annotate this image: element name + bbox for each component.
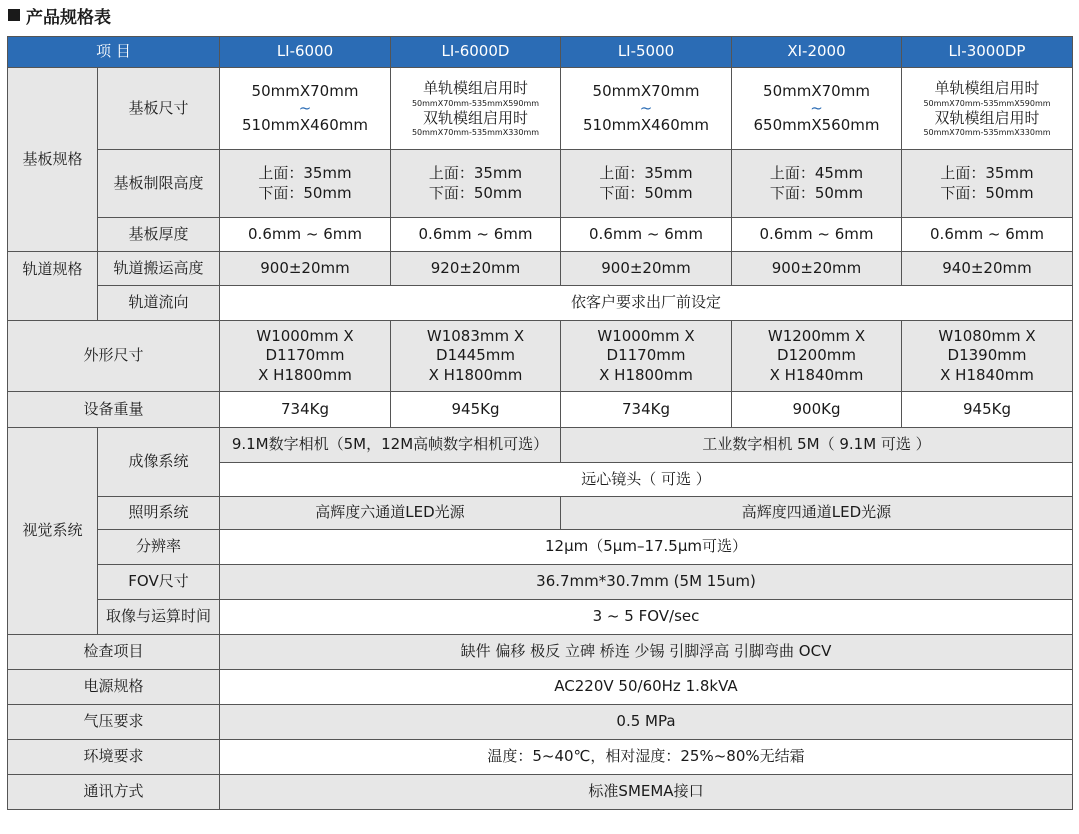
cell-line: 下面：50mm <box>428 183 523 202</box>
table-cell <box>732 68 902 150</box>
row-label: 基板尺寸 <box>98 68 220 150</box>
cell-line: W1000mm X D1170mm <box>597 326 695 365</box>
table-cell: 缺件 偏移 极反 立碑 桥连 少锡 引脚浮高 引脚弯曲 OCV <box>220 635 1073 670</box>
table-cell: 依客户要求出厂前设定 <box>220 286 1073 321</box>
table-cell <box>732 150 902 218</box>
row-label: 照明系统 <box>98 497 220 530</box>
table-row <box>8 286 1073 321</box>
cell-line: 上面：35mm <box>940 164 1034 182</box>
table-cell: 12μm（5μm–17.5μm可选） <box>220 530 1073 565</box>
cell-line: 下面：50mm <box>599 183 693 202</box>
table-cell: 标准SMEMA接口 <box>220 775 1073 810</box>
table-cell: 900±20mm <box>732 252 902 286</box>
row-label: FOV尺寸 <box>98 565 220 600</box>
row-label: 基板制限高度 <box>98 150 220 218</box>
cell-small-line: 50mmX70mm-535mmX590mm <box>411 98 540 108</box>
table-cell: 900Kg <box>732 392 902 428</box>
cell-line: 下面：50mm <box>940 183 1034 202</box>
cell-line: 上面：35mm <box>258 164 352 182</box>
cell-line: 下面：50mm <box>258 183 352 202</box>
table-cell <box>391 68 561 150</box>
row-label: 气压要求 <box>8 705 220 740</box>
table-cell: 36.7mm*30.7mm (5M 15um) <box>220 565 1073 600</box>
table-row <box>8 600 1073 635</box>
table-cell: 高辉度四通道LED光源 <box>561 497 1073 530</box>
cell-line: X H1840mm <box>769 365 864 384</box>
cell-line: X H1800mm <box>258 365 352 384</box>
row-label: 通讯方式 <box>8 775 220 810</box>
row-label: 取像与运算时间 <box>98 600 220 635</box>
table-cell: 0.6mm ~ 6mm <box>391 218 561 252</box>
table-cell <box>391 150 561 218</box>
cell-line: W1080mm X D1390mm <box>938 326 1036 365</box>
cell-line: 50mmX70mm <box>251 81 359 100</box>
cell-line: 650mmX560mm <box>753 116 880 134</box>
table-row <box>8 252 1073 286</box>
cell-line: 510mmX460mm <box>583 116 709 134</box>
page-title-text: 产品规格表 <box>26 7 111 28</box>
cell-line: X H1800mm <box>599 365 693 384</box>
cell-line: 单轨模组启用时 <box>934 79 1040 98</box>
cell-line: 上面：35mm <box>428 164 523 182</box>
table-row <box>8 740 1073 775</box>
row-label: 电源规格 <box>8 670 220 705</box>
table-cell <box>902 150 1073 218</box>
cell-line: W1200mm X D1200mm <box>767 326 866 365</box>
table-row <box>8 705 1073 740</box>
cell-line: 下面：50mm <box>769 183 864 202</box>
row-label: 设备重量 <box>8 392 220 428</box>
cell-line: 上面：45mm <box>769 164 864 182</box>
table-cell: 0.6mm ~ 6mm <box>902 218 1073 252</box>
table-cell <box>732 321 902 392</box>
cell-tilde: ~ <box>639 99 653 117</box>
table-cell: 远心镜头（ 可选 ） <box>220 463 1073 497</box>
table-row <box>8 497 1073 530</box>
table-cell <box>561 150 732 218</box>
header-model: XI-2000 <box>732 37 902 68</box>
cell-small-line: 50mmX70mm-535mmX330mm <box>923 128 1051 137</box>
cell-line: W1083mm X D1445mm <box>426 326 525 365</box>
table-cell <box>220 68 391 150</box>
cell-line: 双轨模组启用时 <box>934 108 1040 127</box>
table-row <box>8 565 1073 600</box>
cell-small-line: 50mmX70mm-535mmX330mm <box>411 128 540 137</box>
cell-tilde: ~ <box>810 99 823 117</box>
header-model: LI-3000DP <box>902 37 1073 68</box>
cell-line: 50mmX70mm <box>763 81 870 100</box>
row-label: 外形尺寸 <box>8 321 220 392</box>
table-cell: 920±20mm <box>391 252 561 286</box>
table-cell <box>220 150 391 218</box>
row-label: 分辨率 <box>98 530 220 565</box>
table-cell <box>561 68 732 150</box>
group-label: 视觉系统 <box>8 428 98 635</box>
table-cell: 0.5 MPa <box>220 705 1073 740</box>
table-cell: 9.1M数字相机（5M，12M高帧数字相机可选） <box>220 428 561 463</box>
header-item: 项 目 <box>8 37 220 68</box>
table-cell <box>561 321 732 392</box>
cell-line: W1000mm X D1170mm <box>256 326 354 365</box>
table-cell <box>902 321 1073 392</box>
row-label: 基板厚度 <box>98 218 220 252</box>
table-cell: 0.6mm ~ 6mm <box>732 218 902 252</box>
cell-small-line: 50mmX70mm-535mmX590mm <box>923 98 1051 108</box>
table-row <box>8 321 1073 392</box>
table-row <box>8 218 1073 252</box>
row-label: 环境要求 <box>8 740 220 775</box>
table-row <box>8 392 1073 428</box>
table-cell <box>220 321 391 392</box>
cell-line: 上面：35mm <box>599 164 693 182</box>
cell-tilde: ~ <box>298 99 312 117</box>
spec-table <box>7 36 1073 810</box>
table-row <box>8 68 1073 150</box>
table-cell: 734Kg <box>220 392 391 428</box>
cell-line: 双轨模组启用时 <box>422 108 528 127</box>
row-label: 成像系统 <box>98 428 220 497</box>
cell-line: X H1800mm <box>428 365 523 384</box>
table-cell: 734Kg <box>561 392 732 428</box>
table-cell: 0.6mm ~ 6mm <box>561 218 732 252</box>
table-row <box>8 670 1073 705</box>
cell-line: 单轨模组启用时 <box>422 79 528 98</box>
header-model: LI-6000 <box>220 37 391 68</box>
group-label: 轨道规格 <box>8 252 98 321</box>
header-model: LI-6000D <box>391 37 561 68</box>
cell-line: 50mmX70mm <box>592 81 700 100</box>
square-bullet-icon <box>8 9 20 21</box>
table-cell: 940±20mm <box>902 252 1073 286</box>
row-label: 轨道搬运高度 <box>98 252 220 286</box>
table-cell: AC220V 50/60Hz 1.8kVA <box>220 670 1073 705</box>
table-row <box>8 775 1073 810</box>
cell-line: X H1840mm <box>940 365 1034 384</box>
table-cell <box>391 321 561 392</box>
group-label: 基板规格 <box>8 68 98 252</box>
page-title <box>8 4 111 26</box>
row-label: 轨道流向 <box>98 286 220 321</box>
header-model: LI-5000 <box>561 37 732 68</box>
table-cell <box>902 68 1073 150</box>
table-cell: 温度：5~40℃，相对湿度：25%~80%无结霜 <box>220 740 1073 775</box>
table-cell: 900±20mm <box>561 252 732 286</box>
table-row <box>8 635 1073 670</box>
table-cell: 945Kg <box>391 392 561 428</box>
cell-line: 510mmX460mm <box>242 116 368 134</box>
table-row <box>8 530 1073 565</box>
header-row <box>8 37 1073 68</box>
table-cell: 0.6mm ~ 6mm <box>220 218 391 252</box>
table-cell: 3 ~ 5 FOV/sec <box>220 600 1073 635</box>
table-cell: 工业数字相机 5M（ 9.1M 可选 ） <box>561 428 1073 463</box>
row-label: 检查项目 <box>8 635 220 670</box>
table-cell: 高辉度六通道LED光源 <box>220 497 561 530</box>
table-cell: 900±20mm <box>220 252 391 286</box>
table-row <box>8 428 1073 463</box>
table-cell: 945Kg <box>902 392 1073 428</box>
table-row <box>8 150 1073 218</box>
